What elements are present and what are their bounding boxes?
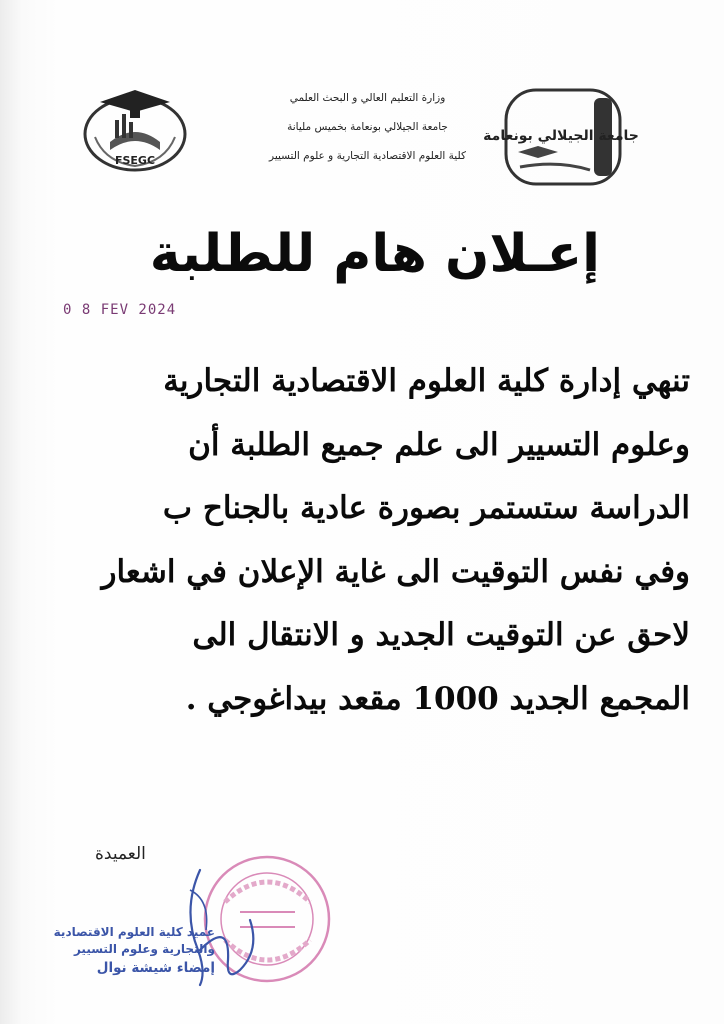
dean-stamp-line: والتجارية وعلوم التسيير [73, 942, 215, 956]
announcement-title: إعـلان هام للطلبة [149, 224, 600, 284]
body-line: لاحق عن التوقيت الجديد و الانتقال الى [192, 617, 690, 653]
university-logo [483, 82, 639, 192]
faculty-logo [80, 82, 190, 177]
university-logo-text: جامعة الجيلالي بونعامة [483, 128, 639, 144]
dean-stamp [40, 924, 215, 977]
body-line: وفي نفس التوقيت الى غاية الإعلان في اشعار [101, 553, 690, 590]
dean-signature-name: إمضاء شيشة نوال [96, 960, 215, 976]
body-line: المجمع الجديد 1000 مقعد بيداغوجي . [185, 680, 690, 717]
body-line: وعلوم التسيير الى علم جميع الطلبة أن [188, 426, 690, 463]
body-line: تنهي إدارة كلية العلوم الاقتصادية التجارية [163, 363, 690, 399]
date-stamp: 0 8 FEV 2024 [63, 302, 177, 318]
letterhead [265, 84, 470, 171]
faculty-logo-text: FSEGC [114, 154, 156, 167]
announcement-body [70, 350, 690, 731]
dean-label: العميدة [95, 844, 146, 864]
university-name: جامعة الجيلالي بونعامة بخميس مليانة [287, 121, 448, 133]
faculty-name: كلية العلوم الاقتصادية التجارية و علوم التسيير [269, 150, 466, 162]
body-line: الدراسة ستستمر بصورة عادية بالجناح ب [162, 490, 690, 526]
dean-stamp-line: عميد كلية العلوم الاقتصادية [53, 925, 215, 939]
ministry-name: وزارة التعليم العالي و البحث العلمي [289, 92, 446, 104]
